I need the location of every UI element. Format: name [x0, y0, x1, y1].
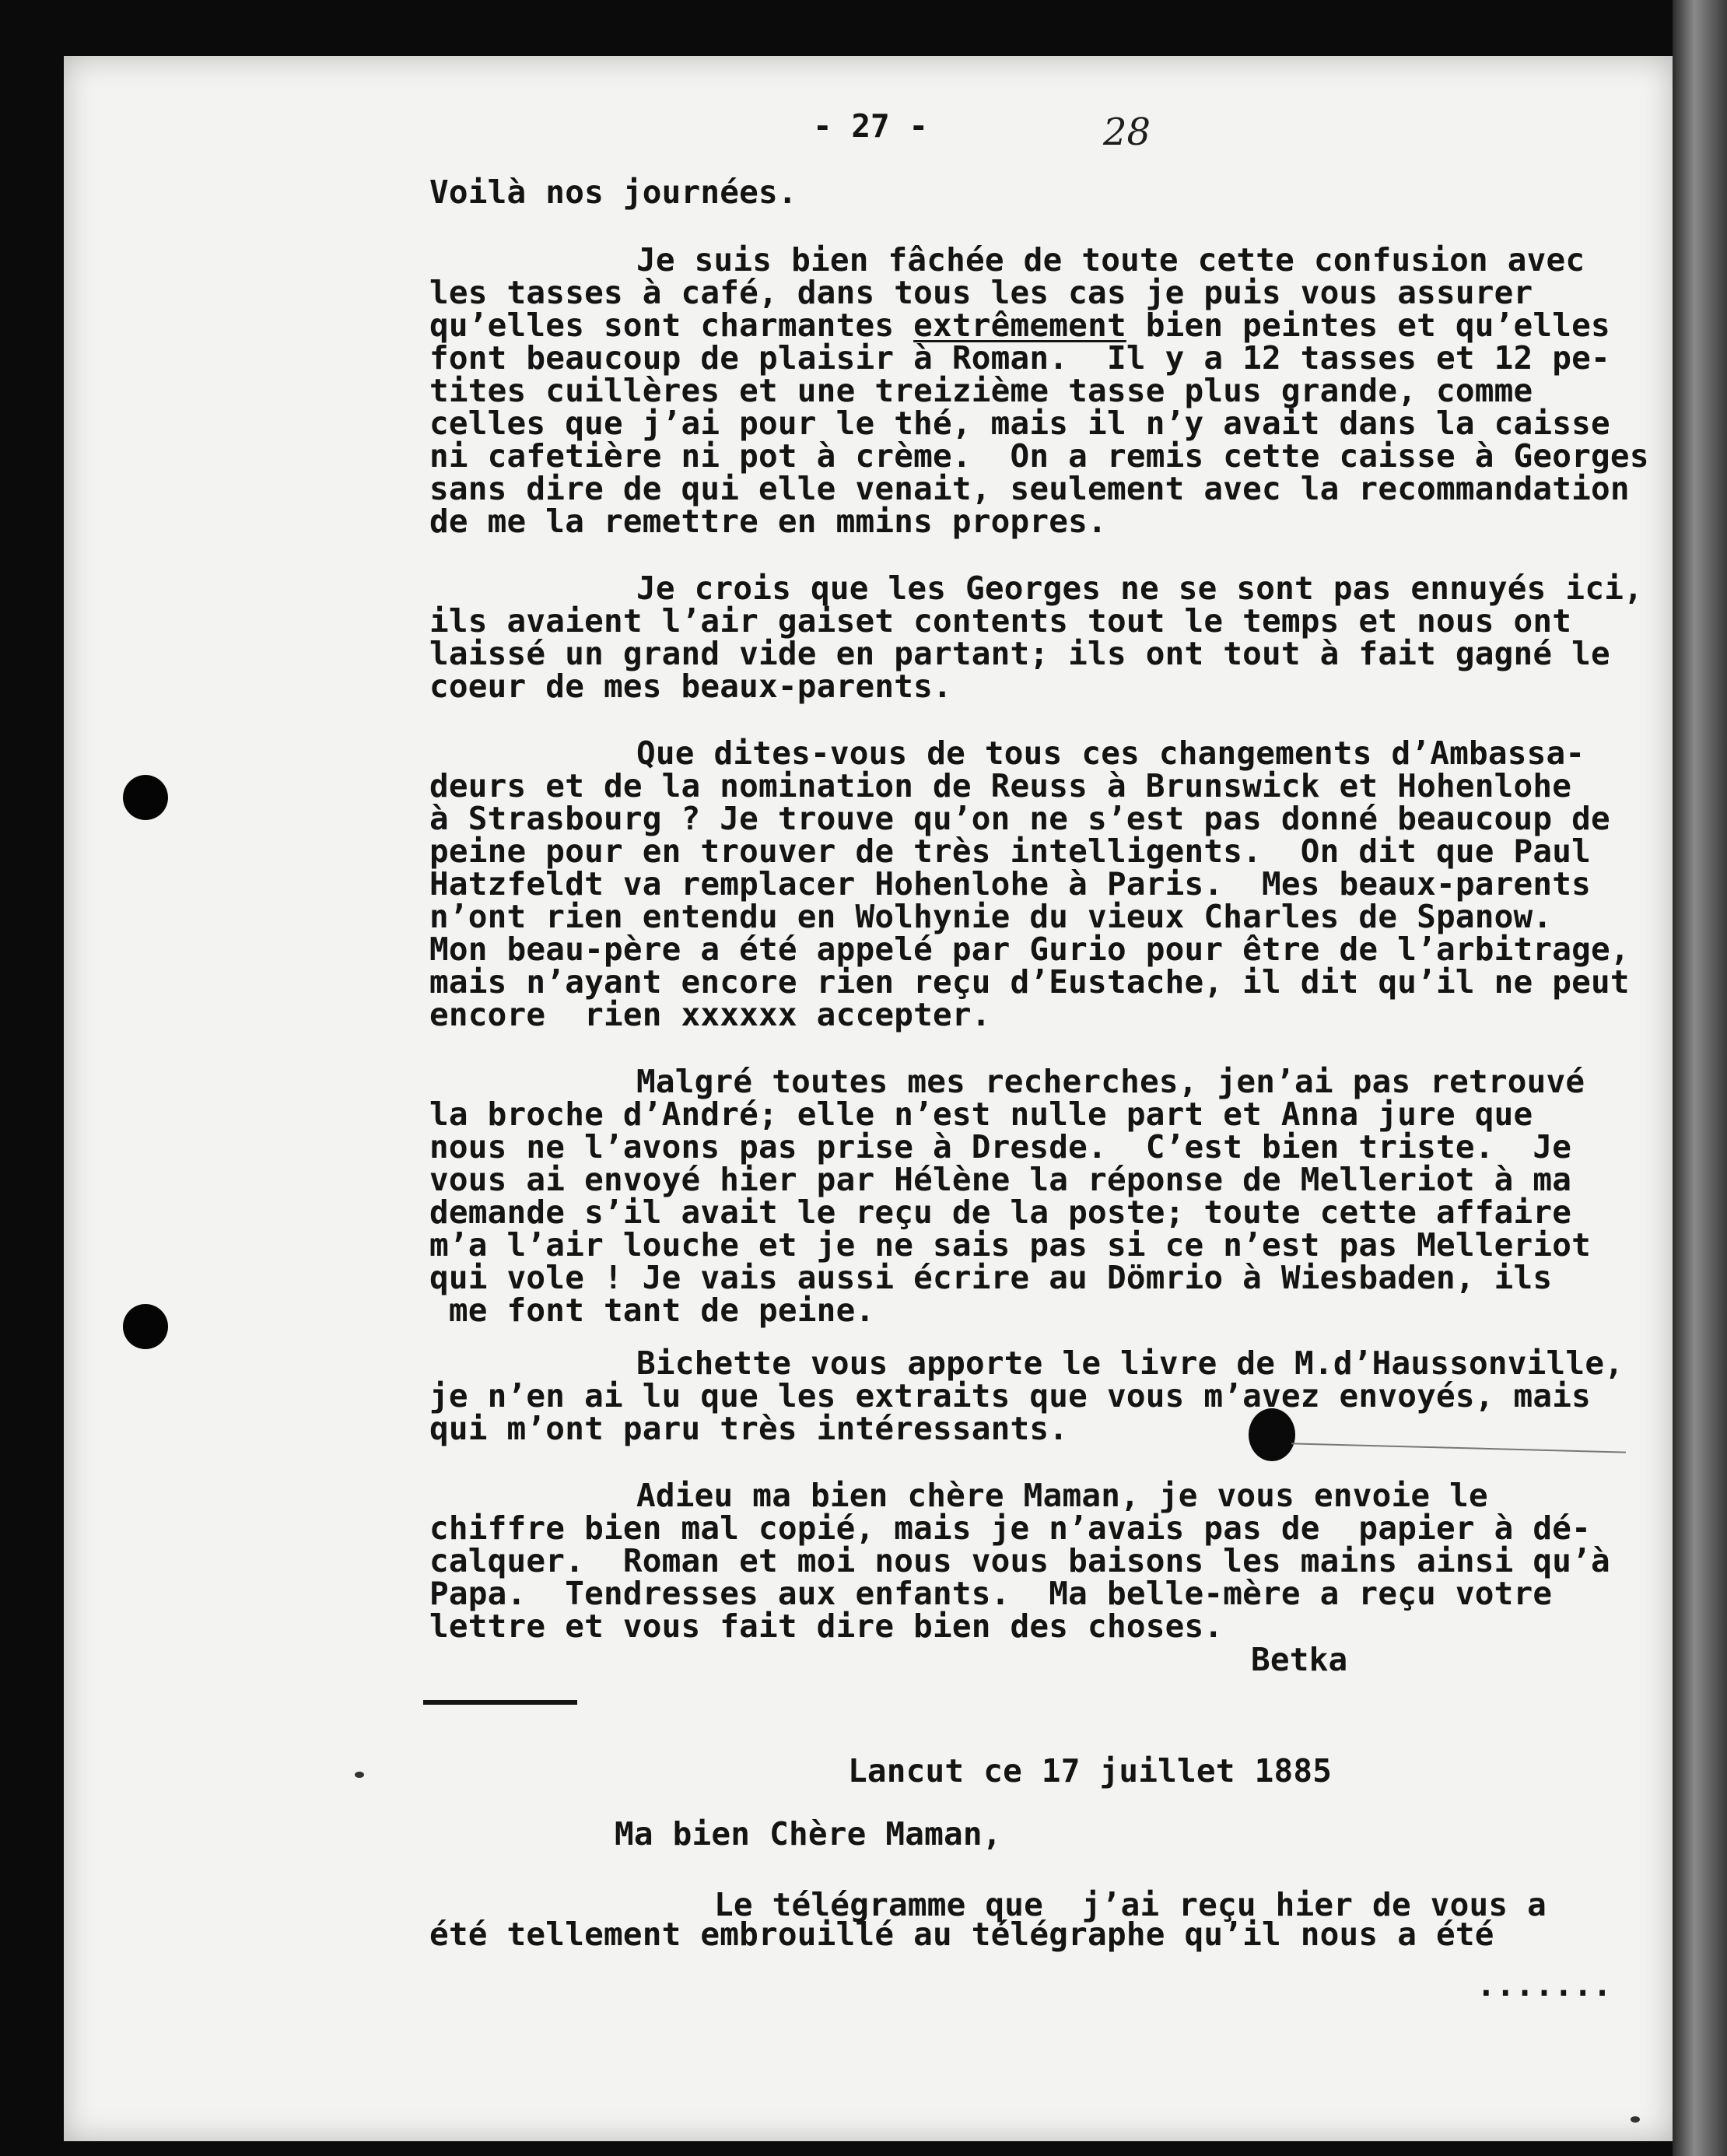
text-line: Que dites-vous de tous ces changements d’Ambassa-	[636, 734, 1585, 772]
text-line: Bichette vous apporte le livre de M.d’Haussonville,	[636, 1344, 1624, 1382]
text-line: Le télégramme que j’ai reçu hier de vous a	[714, 1886, 1547, 1923]
typed-page-number: - 27 -	[813, 107, 929, 145]
text-line: la broche d’André; elle n’est nulle part et Anna jure que	[429, 1096, 1533, 1133]
text-line: qui m’ont paru très intéressants.	[429, 1410, 1069, 1447]
handwritten-page-number: 28	[1103, 110, 1151, 154]
text-line: nous ne l’avons pas prise à Dresde. C’est bien triste. Je	[429, 1128, 1572, 1166]
text-line: ils avaient l’air gaiset contents tout le temps et nous ont	[429, 602, 1572, 640]
text-line: été tellement embrouillé au télégraphe qu’il nous a été	[429, 1916, 1494, 1953]
signature: Betka	[1251, 1641, 1348, 1678]
text-line: à Strasbourg ? Je trouve qu’on ne s’est pas donné beaucoup de	[429, 800, 1610, 837]
text-line: tites cuillères et une treizième tasse plus grande, comme	[429, 372, 1533, 409]
text-line: deurs et de la nomination de Reuss à Brunswick et Hohenlohe	[429, 767, 1572, 805]
text-line: encore rien xxxxxx accepter.	[429, 996, 991, 1033]
text-line: peine pour en trouver de très intelligents. On dit que Paul	[429, 833, 1592, 870]
text-line: Je crois que les Georges ne se sont pas ennuyés ici,	[636, 570, 1643, 607]
continuation-dots: .......	[1477, 1966, 1613, 2004]
text-line: laissé un grand vide en partant; ils ont tout à fait gagné le	[429, 635, 1610, 672]
salutation: Ma bien Chère Maman,	[615, 1815, 1002, 1853]
text-line: calquer. Roman et moi nous vous baisons les mains ainsi qu’à	[429, 1542, 1610, 1579]
text-segment: qu’elles sont charmantes	[429, 307, 914, 344]
text-line: je n’en ai lu que les extraits que vous m’avez envoyés, mais	[429, 1377, 1592, 1415]
text-line: chiffre bien mal copié, mais je n’avais pas de papier à dé-	[429, 1509, 1592, 1547]
text-line: demande s’il avait le reçu de la poste; toute cette affaire	[429, 1194, 1572, 1231]
text-line: sans dire de qui elle venait, seulement avec la recommandation	[429, 470, 1630, 507]
text-line: les tasses à café, dans tous les cas je puis vous assurer	[429, 274, 1533, 311]
text-line: mais n’ayant encore rien reçu d’Eustache, il dit qu’il ne peut	[429, 963, 1630, 1001]
text-line: ni cafetière ni pot à crème. On a remis cette caisse à Georges	[429, 437, 1649, 475]
text-line: coeur de mes beaux-parents.	[429, 668, 952, 705]
text-line: n’ont rien entendu en Wolhynie du vieux Charles de Spanow.	[429, 898, 1553, 935]
text-line: vous ai envoyé hier par Hélène la réponse de Melleriot à ma	[429, 1161, 1572, 1198]
text-line: de me la remettre en mmins propres.	[429, 503, 1107, 540]
text-line: Mon beau-père a été appelé par Gurio pour être de l’arbitrage,	[429, 931, 1630, 968]
date-line: Lancut ce 17 juillet 1885	[848, 1752, 1333, 1790]
text-line: m’a l’air louche et je ne sais pas si ce n’est pas Melleriot	[429, 1226, 1592, 1264]
text-line: qui vole ! Je vais aussi écrire au Dömrio à Wiesbaden, ils	[429, 1259, 1553, 1296]
text-segment: bien peintes et qu’elles	[1126, 307, 1610, 344]
underlined-word: extrêmement	[913, 307, 1126, 344]
text-line: celles que j’ai pour le thé, mais il n’y avait dans la caisse	[429, 405, 1610, 442]
text-line: font beaucoup de plaisir à Roman. Il y a 12 tasses et 12 pe-	[429, 339, 1610, 377]
text-line: lettre et vous fait dire bien des choses.	[429, 1607, 1224, 1645]
text-line: Papa. Tendresses aux enfants. Ma belle-mère a reçu votre	[429, 1575, 1553, 1612]
text-line: Adieu ma bien chère Maman, je vous envoie le	[636, 1477, 1488, 1514]
text-line: Voilà nos journées.	[429, 174, 797, 211]
text-line: Je suis bien fâchée de toute cette confusion avec	[636, 241, 1585, 279]
separator-rule	[423, 1700, 577, 1705]
text-line: Hatzfeldt va remplacer Hohenlohe à Paris. Mes beaux-parents	[429, 865, 1592, 903]
text-line-with-underline	[429, 309, 1610, 342]
text-line: me font tant de peine.	[429, 1292, 875, 1329]
text-line: Malgré toutes mes recherches, jen’ai pas retrouvé	[636, 1063, 1585, 1100]
